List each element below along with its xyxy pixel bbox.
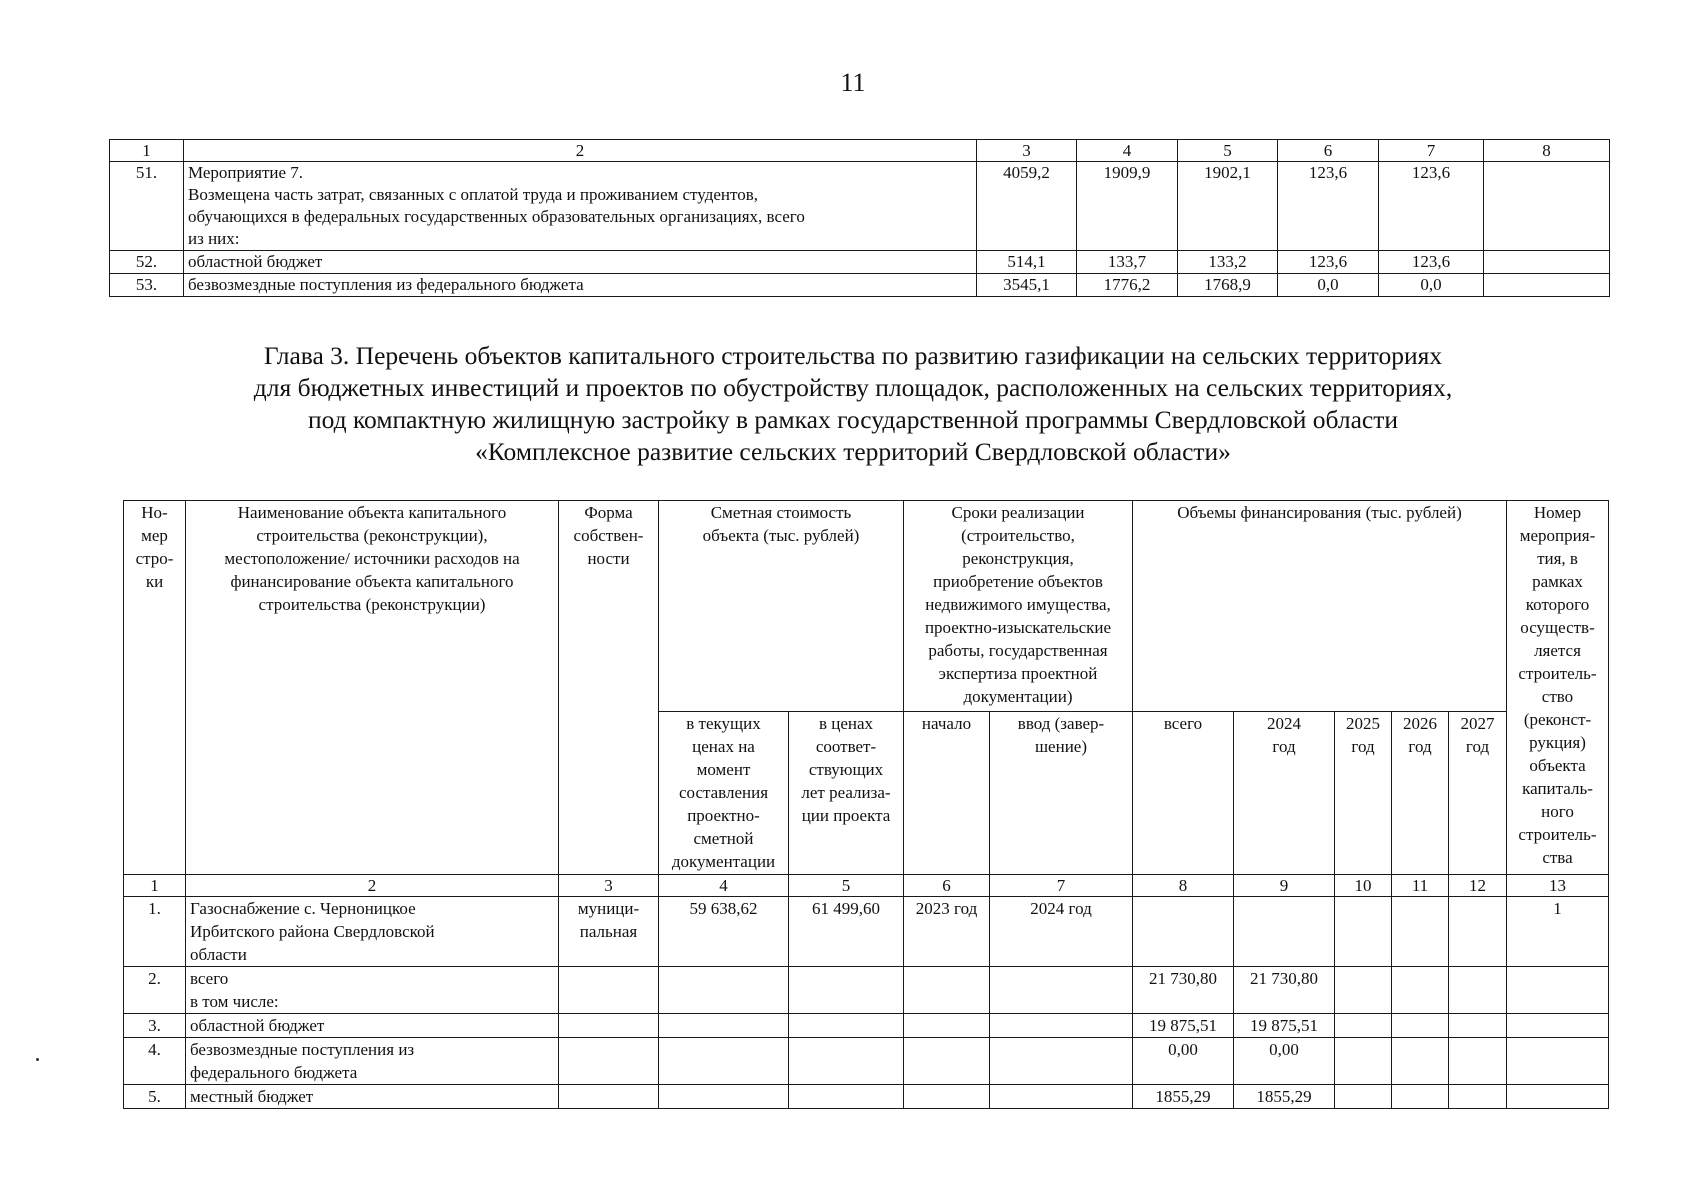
- chapter-title: Глава 3. Перечень объектов капитального строительства по развитию газификации на сельских территориях для бюджетных инвестиций и проектов по обустройству площадок, расположенных на сельских территориях, под компактную жилищную застройку в рамках государственной программы Свердловской области «Комплексное развитие сельских территорий Свердловской области»: [253, 341, 1453, 466]
- cell: [1507, 1014, 1609, 1038]
- cell: 5.: [124, 1085, 186, 1109]
- header-cell: 7: [1379, 140, 1484, 162]
- column-number: 8: [1133, 875, 1234, 897]
- cell: [1507, 1038, 1609, 1085]
- column-number-row: [124, 875, 1609, 897]
- table-row: [124, 1014, 1609, 1038]
- cell: Газоснабжение с. Черноницкое Ирбитского района Свердловской области: [186, 897, 559, 967]
- cell: 1.: [124, 897, 186, 967]
- cell: безвозмездные поступления из федерального бюджета: [186, 1038, 559, 1085]
- cell: [1335, 967, 1392, 1014]
- page-number: 11: [840, 68, 866, 97]
- table-row: [124, 1085, 1609, 1109]
- table-row: [110, 251, 1610, 274]
- cell: [904, 967, 990, 1014]
- value-cell: 1909,9: [1077, 162, 1178, 251]
- table-header-row: [124, 501, 1609, 712]
- cell: [1335, 897, 1392, 967]
- cell: 0,00: [1133, 1038, 1234, 1085]
- header-cell: 5: [1178, 140, 1278, 162]
- cell: [789, 1038, 904, 1085]
- header-object-name: Наименование объекта капитального строительства (реконструкции), местоположение/ источники расходов на финансирование объекта капитального строительства (реконструкции): [186, 501, 559, 875]
- header-cell: 8: [1484, 140, 1610, 162]
- column-number: 1: [124, 875, 186, 897]
- cell: [1133, 897, 1234, 967]
- cell: [1449, 1038, 1507, 1085]
- cell: [990, 1038, 1133, 1085]
- table-row: [124, 1038, 1609, 1085]
- header-event-number: Номер мероприя- тия, в рамках которого осуществ- ляется строитель- ство (реконст- рукция) объекта капиталь- ного строитель- ства: [1507, 501, 1609, 875]
- cell: 2023 год: [904, 897, 990, 967]
- value-cell: 1776,2: [1077, 274, 1178, 297]
- cell: [659, 1038, 789, 1085]
- value-cell: 3545,1: [977, 274, 1077, 297]
- cell: [1449, 1085, 1507, 1109]
- cell: [904, 1085, 990, 1109]
- cell: [990, 1014, 1133, 1038]
- header-cell: 3: [977, 140, 1077, 162]
- header-finish: ввод (завер- шение): [990, 712, 1133, 875]
- cell: [789, 1085, 904, 1109]
- value-cell: 0,0: [1278, 274, 1379, 297]
- header-year-2024: 2024 год: [1234, 712, 1335, 875]
- cell: [789, 1014, 904, 1038]
- cell: муници- пальная: [559, 897, 659, 967]
- cell: [990, 967, 1133, 1014]
- cell: [1335, 1014, 1392, 1038]
- cell: 0,00: [1234, 1038, 1335, 1085]
- cell: [789, 967, 904, 1014]
- row-description: Мероприятие 7. Возмещена часть затрат, связанных с оплатой труда и проживанием студентов, обучающихся в федеральных государственных образовательных организациях, всего из них:: [184, 162, 977, 251]
- row-number: 53.: [110, 274, 184, 297]
- header-funding: Объемы финансирования (тыс. рублей): [1133, 501, 1507, 712]
- header-cell: 6: [1278, 140, 1379, 162]
- value-cell: 123,6: [1379, 162, 1484, 251]
- column-number: 6: [904, 875, 990, 897]
- cell: 2024 год: [990, 897, 1133, 967]
- cell: 19 875,51: [1133, 1014, 1234, 1038]
- cell: всего в том числе:: [186, 967, 559, 1014]
- cell: [659, 1085, 789, 1109]
- cell: [904, 1038, 990, 1085]
- value-cell: 123,6: [1278, 162, 1379, 251]
- cell: [1449, 1014, 1507, 1038]
- cell: местный бюджет: [186, 1085, 559, 1109]
- cell: 21 730,80: [1133, 967, 1234, 1014]
- value-cell: [1484, 274, 1610, 297]
- value-cell: [1484, 251, 1610, 274]
- table-row: [124, 897, 1609, 967]
- cell: [1392, 897, 1449, 967]
- cell: [659, 967, 789, 1014]
- row-number: 51.: [110, 162, 184, 251]
- cell: [1392, 1085, 1449, 1109]
- value-cell: 1902,1: [1178, 162, 1278, 251]
- cell: [1392, 1038, 1449, 1085]
- capital-construction-table: [123, 500, 1609, 1109]
- cell: [559, 967, 659, 1014]
- cell: 1855,29: [1234, 1085, 1335, 1109]
- cell: 1: [1507, 897, 1609, 967]
- scan-speck: [36, 1058, 39, 1061]
- cell: [1507, 1085, 1609, 1109]
- column-number: 5: [789, 875, 904, 897]
- value-cell: [1484, 162, 1610, 251]
- header-total: всего: [1133, 712, 1234, 875]
- value-cell: 1768,9: [1178, 274, 1278, 297]
- cell: 3.: [124, 1014, 186, 1038]
- table-header-row: [110, 140, 1610, 162]
- column-number: 9: [1234, 875, 1335, 897]
- column-number: 2: [186, 875, 559, 897]
- table-row: [110, 162, 1610, 251]
- column-number: 10: [1335, 875, 1392, 897]
- header-year-2025: 2025 год: [1335, 712, 1392, 875]
- value-cell: 133,2: [1178, 251, 1278, 274]
- value-cell: 133,7: [1077, 251, 1178, 274]
- column-number: 13: [1507, 875, 1609, 897]
- row-description: безвозмездные поступления из федерального бюджета: [184, 274, 977, 297]
- header-estimated-cost: Сметная стоимость объекта (тыс. рублей): [659, 501, 904, 712]
- column-number: 3: [559, 875, 659, 897]
- value-cell: 123,6: [1278, 251, 1379, 274]
- cell: [659, 1014, 789, 1038]
- column-number: 4: [659, 875, 789, 897]
- header-year-2026: 2026 год: [1392, 712, 1449, 875]
- header-cost-current: в текущих ценах на момент составления проектно- сметной документации: [659, 712, 789, 875]
- header-cost-years: в ценах соответ- ствующих лет реализа- ции проекта: [789, 712, 904, 875]
- column-number: 7: [990, 875, 1133, 897]
- value-cell: 123,6: [1379, 251, 1484, 274]
- cell: [1449, 967, 1507, 1014]
- header-ownership: Форма собствен- ности: [559, 501, 659, 875]
- value-cell: 514,1: [977, 251, 1077, 274]
- column-number: 11: [1392, 875, 1449, 897]
- header-cell: 1: [110, 140, 184, 162]
- table-row: [124, 967, 1609, 1014]
- column-number: 12: [1449, 875, 1507, 897]
- cell: [1507, 967, 1609, 1014]
- cell: 2.: [124, 967, 186, 1014]
- header-start: начало: [904, 712, 990, 875]
- header-row-number: Но- мер стро- ки: [124, 501, 186, 875]
- row-number: 52.: [110, 251, 184, 274]
- cell: [1392, 1014, 1449, 1038]
- cell: [559, 1014, 659, 1038]
- cell: [904, 1014, 990, 1038]
- cell: [559, 1085, 659, 1109]
- value-cell: 0,0: [1379, 274, 1484, 297]
- cell: [990, 1085, 1133, 1109]
- header-timeline: Сроки реализации (строительство, реконструкция, приобретение объектов недвижимого имущества, проектно-изыскательские работы, государственная экспертиза проектной документации): [904, 501, 1133, 712]
- cell: [1392, 967, 1449, 1014]
- table-row: [110, 274, 1610, 297]
- cell: [1234, 897, 1335, 967]
- header-cell: 4: [1077, 140, 1178, 162]
- cell: [1335, 1038, 1392, 1085]
- cell: 21 730,80: [1234, 967, 1335, 1014]
- row-description: областной бюджет: [184, 251, 977, 274]
- cell: 1855,29: [1133, 1085, 1234, 1109]
- cell: областной бюджет: [186, 1014, 559, 1038]
- cell: 19 875,51: [1234, 1014, 1335, 1038]
- cell: [1335, 1085, 1392, 1109]
- cell: 61 499,60: [789, 897, 904, 967]
- cell: 59 638,62: [659, 897, 789, 967]
- value-cell: 4059,2: [977, 162, 1077, 251]
- continuation-table: [109, 139, 1610, 297]
- cell: [1449, 897, 1507, 967]
- cell: 4.: [124, 1038, 186, 1085]
- header-cell: 2: [184, 140, 977, 162]
- cell: [559, 1038, 659, 1085]
- header-year-2027: 2027 год: [1449, 712, 1507, 875]
